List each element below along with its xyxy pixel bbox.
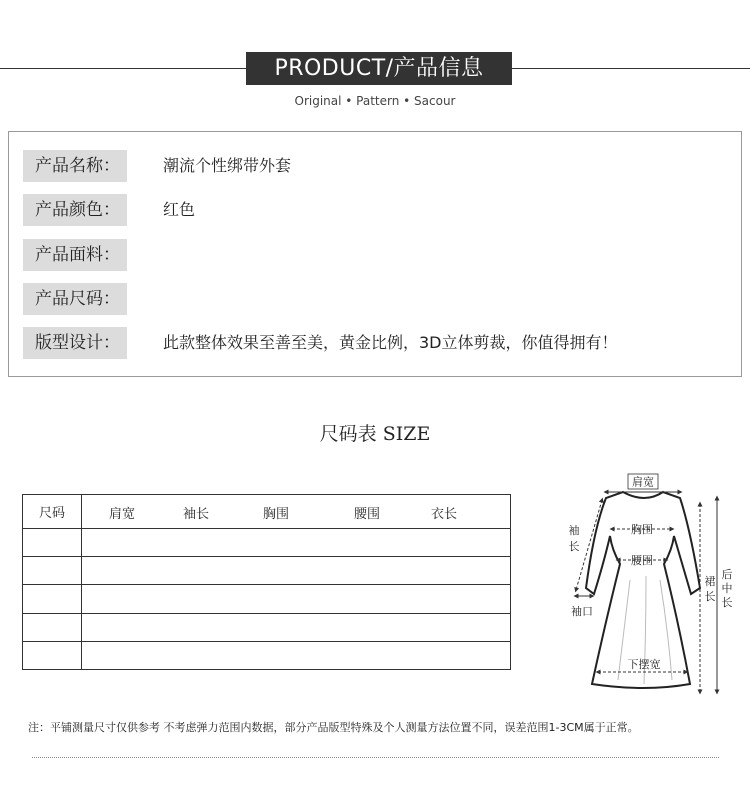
table-cell <box>23 557 82 585</box>
info-label: 产品颜色： <box>23 194 127 226</box>
table-cell <box>23 529 82 557</box>
info-label: 产品面料： <box>23 239 127 271</box>
info-label: 产品名称： <box>23 150 127 182</box>
table-row <box>23 613 511 641</box>
back-label-a: 长 <box>721 596 733 609</box>
table-cell <box>82 529 511 557</box>
header-cell-measurements <box>82 495 511 529</box>
dress-measurement-diagram <box>560 470 740 698</box>
product-info-panel <box>8 131 742 377</box>
column-header: 衣长 <box>431 507 458 522</box>
table-cell <box>82 613 511 641</box>
shoulder-label: 肩宽 <box>632 475 654 489</box>
sleeve-label-b: 长 <box>568 540 580 553</box>
info-value: 红色 <box>163 200 196 219</box>
cuff-label: 袖口 <box>571 605 593 618</box>
header-rule-left <box>0 68 246 69</box>
table-cell <box>82 557 511 585</box>
size-table-header-row <box>23 495 511 529</box>
header-rule-right <box>512 68 750 69</box>
measurement-note: 注：平铺测量尺寸仅供参考 不考虑弹力范围内数据，部分产品版型特殊及个人测量方法位置不同，误差范围1-3CM属于正常。 <box>28 721 639 734</box>
info-label: 产品尺码： <box>23 283 127 315</box>
size-heading-en: SIZE <box>382 423 431 445</box>
column-header: 胸围 <box>263 507 290 522</box>
skirt-label-a: 裙 <box>704 575 716 588</box>
table-cell <box>82 585 511 613</box>
column-header: 腰围 <box>354 507 381 522</box>
page-subtitle: Original • Pattern • Sacour <box>294 94 456 108</box>
column-header: 肩宽 <box>109 507 136 522</box>
table-cell <box>23 585 82 613</box>
size-chart-heading <box>0 419 750 446</box>
table-row <box>23 641 511 669</box>
column-header: 袖长 <box>183 507 210 522</box>
chest-label: 胸围 <box>631 523 653 536</box>
info-value: 潮流个性绑带外套 <box>163 156 292 175</box>
hem-label: 下摆宽 <box>627 658 661 671</box>
column-header: 尺码 <box>23 495 82 529</box>
page-title: PRODUCT/产品信息 <box>246 52 512 85</box>
table-row <box>23 557 511 585</box>
waist-label: 腰围 <box>631 554 653 567</box>
footer-dotted-divider <box>32 757 719 758</box>
table-cell <box>82 641 511 669</box>
size-heading-cn: 尺码表 <box>319 423 377 445</box>
sleeve-label-a: 袖 <box>568 524 580 537</box>
table-cell <box>23 613 82 641</box>
info-value: 此款整体效果至善至美，黄金比例，3D立体剪裁，你值得拥有！ <box>163 333 618 352</box>
skirt-label-b: 长 <box>704 590 716 603</box>
back-label-c: 后 <box>721 568 733 581</box>
size-table <box>22 494 511 670</box>
table-row <box>23 585 511 613</box>
info-label: 版型设计： <box>23 327 127 359</box>
back-label-b: 中 <box>721 582 733 595</box>
table-row <box>23 529 511 557</box>
table-cell <box>23 641 82 669</box>
